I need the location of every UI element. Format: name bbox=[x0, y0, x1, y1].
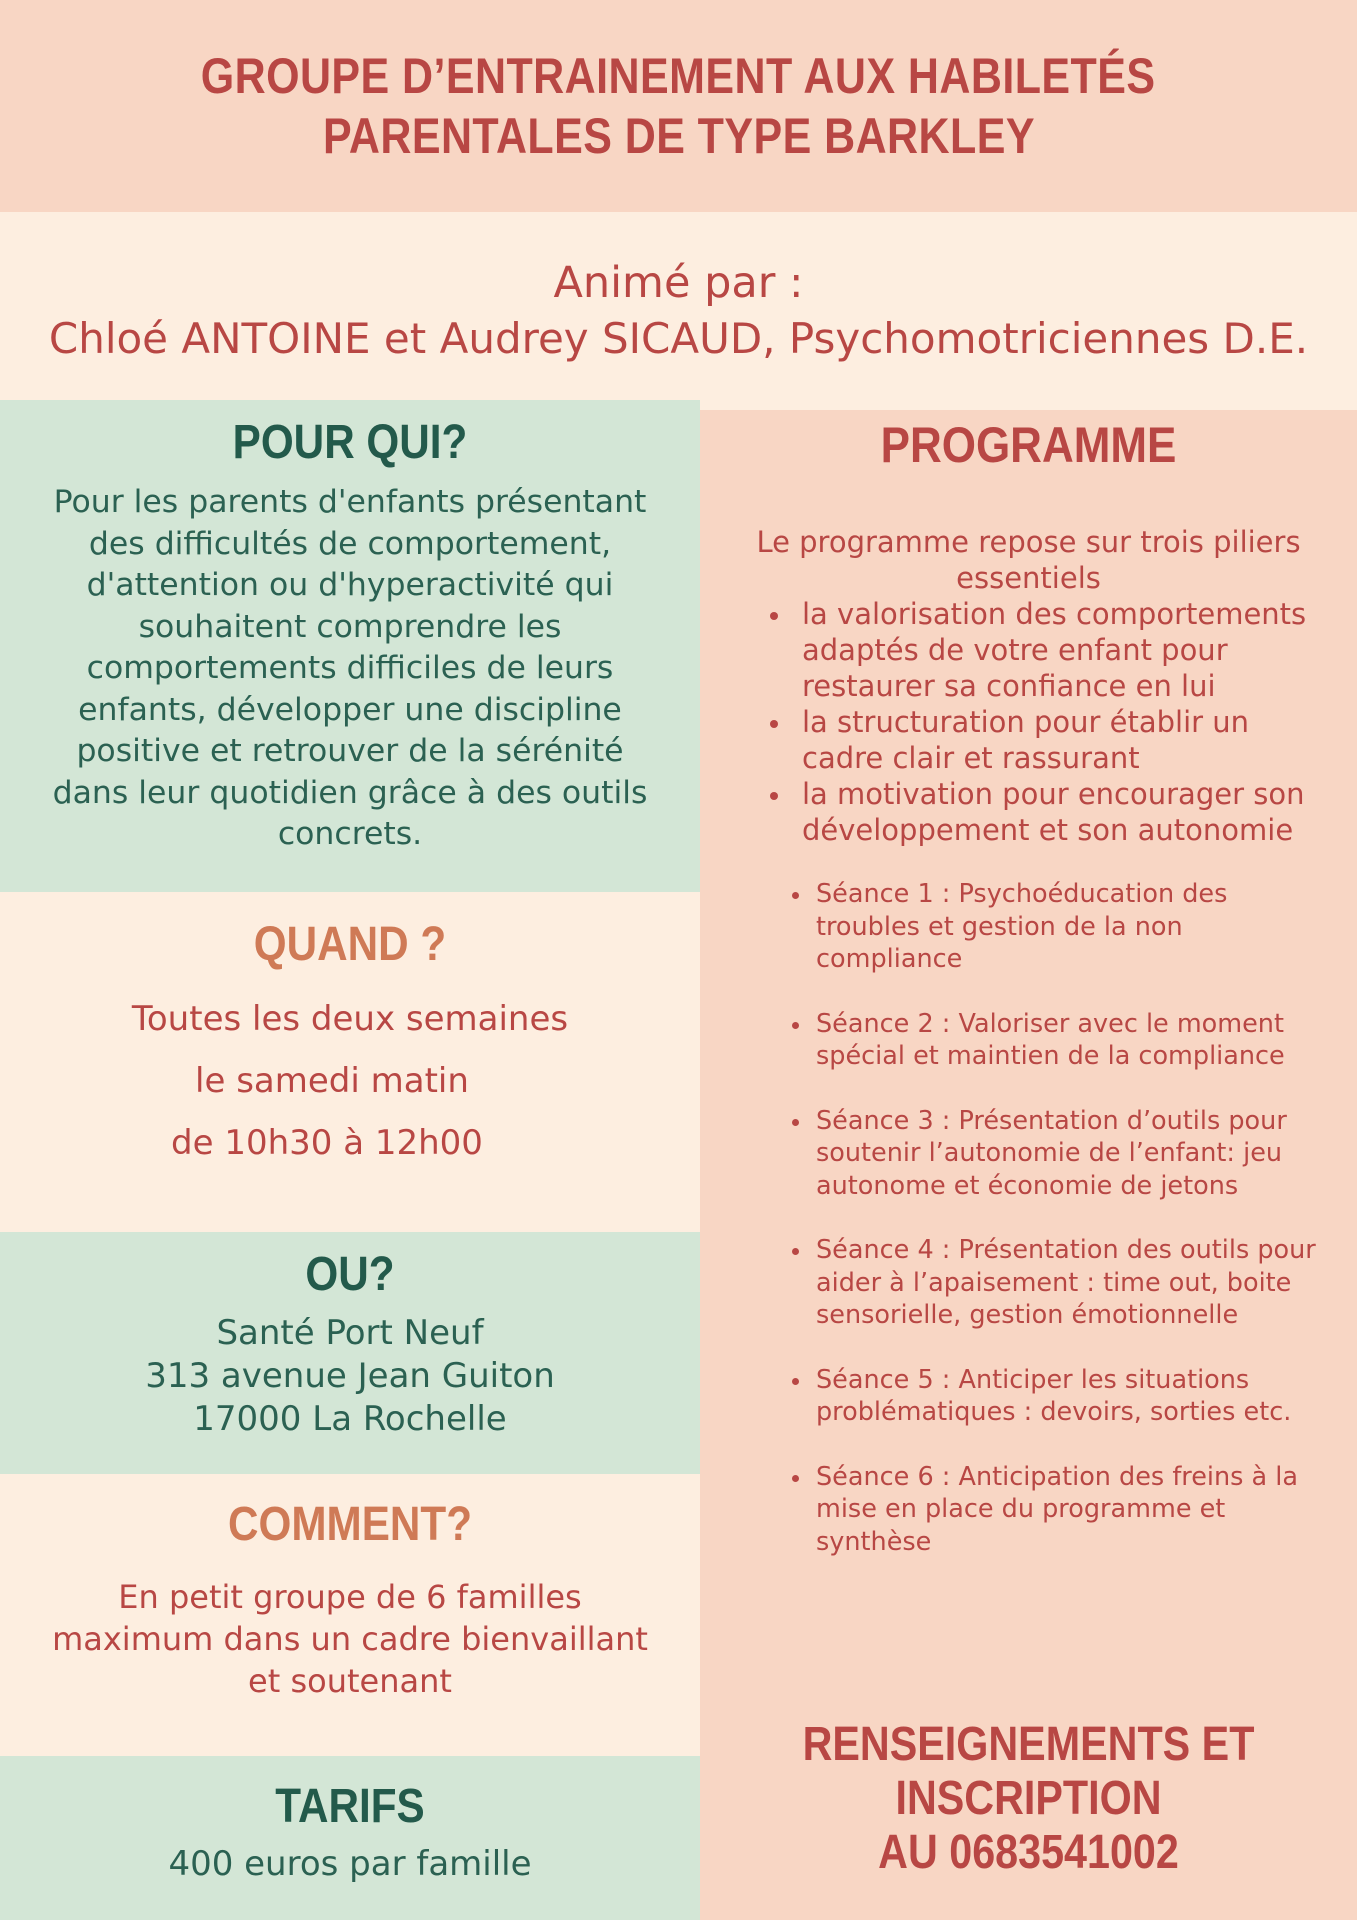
quand-details bbox=[0, 988, 700, 1174]
quand-heading: QUAND ? bbox=[253, 918, 447, 971]
quand-line: Toutes les deux semaines bbox=[131, 999, 569, 1039]
animators-label: Animé par : bbox=[553, 258, 804, 308]
contact-line: RENSEIGNEMENTS ET bbox=[802, 1718, 1255, 1771]
pour-qui-heading: POUR QUI? bbox=[232, 416, 468, 469]
contact-line: INSCRIPTION bbox=[895, 1772, 1162, 1825]
tarifs-price: 400 euros par famille bbox=[168, 1844, 532, 1884]
session-item: Séance 3 : Présentation d’outils pour soutenir l’autonomie de l’enfant: jeu autonome et économie de jetons bbox=[782, 1105, 1327, 1203]
session-item: Séance 6 : Anticipation des freins à la mise en place du programme et synthèse bbox=[782, 1461, 1327, 1559]
pillar-item: la valorisation des comportements adaptés de votre enfant pour restaurer sa confiance en lui bbox=[760, 596, 1327, 704]
section-comment bbox=[0, 1474, 700, 1756]
page-title-line-2: PARENTALES DE TYPE BARKLEY bbox=[322, 108, 1035, 164]
animators-banner bbox=[0, 212, 1357, 410]
quand-line: de 10h30 à 12h00 bbox=[171, 1123, 483, 1163]
contact-block bbox=[700, 1718, 1357, 1880]
programme-intro: Le programme repose sur trois piliers essentiels bbox=[756, 525, 1301, 595]
pillar-item: la motivation pour encourager son développement et son autonomie bbox=[760, 776, 1327, 848]
title-banner bbox=[0, 0, 1357, 212]
section-tarifs bbox=[0, 1756, 700, 1920]
comment-text: En petit groupe de 6 familles maximum dans un cadre bienvaillant et soutenant bbox=[52, 1578, 648, 1700]
address-line: 17000 La Rochelle bbox=[193, 1399, 507, 1439]
address-line: Santé Port Neuf bbox=[216, 1313, 484, 1353]
sessions-list bbox=[700, 878, 1357, 1558]
quand-line: le samedi matin bbox=[195, 1061, 469, 1101]
session-item: Séance 4 : Présentation des outils pour aider à l’apaisement : time out, boite sensorielle, gestion émotionnelle bbox=[782, 1234, 1327, 1332]
session-item: Séance 2 : Valoriser avec le moment spécial et maintien de la compliance bbox=[782, 1008, 1327, 1073]
pillars-list bbox=[700, 596, 1357, 848]
session-item: Séance 5 : Anticiper les situations problématiques : devoirs, sorties etc. bbox=[782, 1364, 1327, 1429]
address-line: 313 avenue Jean Guiton bbox=[145, 1356, 555, 1396]
comment-heading: COMMENT? bbox=[227, 1498, 473, 1551]
pillar-item: la structuration pour établir un cadre clair et rassurant bbox=[760, 704, 1327, 776]
section-quand bbox=[0, 892, 700, 1232]
session-item: Séance 1 : Psychoéducation des troubles et gestion de la non compliance bbox=[782, 878, 1327, 976]
page-title-line-1: GROUPE D’ENTRAINEMENT AUX HABILETÉS bbox=[201, 48, 1156, 104]
pour-qui-text: Pour les parents d'enfants présentant des difficultés de comportement, d'attention ou d'hyperactivité qui souhaitent comprendre les comportements difficiles de leurs enfants, développer une discipline positive et retrouver de la sérénité dans leur quotidien grâce à des outils concrets. bbox=[52, 484, 648, 852]
ou-heading: OU? bbox=[305, 1248, 395, 1301]
address bbox=[0, 1312, 700, 1441]
section-programme bbox=[700, 410, 1357, 1920]
animators-names: Chloé ANTOINE et Audrey SICAUD, Psychomotriciennes D.E. bbox=[48, 314, 1309, 363]
section-pour-qui bbox=[0, 400, 700, 892]
tarifs-heading: TARIFS bbox=[275, 1780, 425, 1833]
programme-heading: PROGRAMME bbox=[880, 417, 1177, 473]
contact-phone: AU 0683541002 bbox=[878, 1826, 1179, 1879]
section-ou bbox=[0, 1232, 700, 1474]
